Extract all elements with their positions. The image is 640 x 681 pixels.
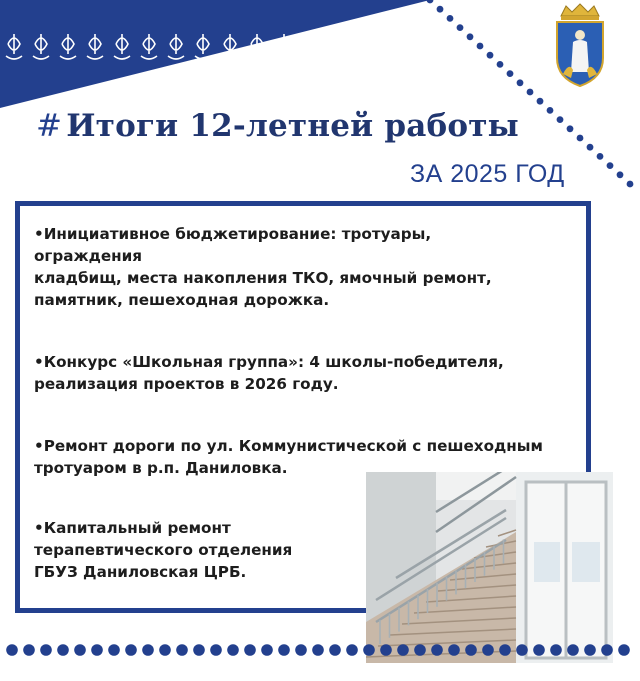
list-item-road-repair: •Ремонт дороги по ул. Коммунистической с пешеходным тротуаром в р.п. Даниловка. [34, 437, 543, 477]
list-item-school-contest: •Конкурс «Школьная группа»: 4 школы-победителя, реализация проектов в 2026 году. [34, 353, 504, 393]
page-subtitle: ЗА 2025 ГОД [410, 160, 565, 188]
list-item-hospital-repair: •Капитальный ремонт терапевтического отделения ГБУЗ Даниловская ЦРБ. [34, 519, 293, 581]
bottom-dots-decoration [0, 632, 640, 672]
coat-of-arms-icon [553, 2, 607, 88]
list-item-budgeting: •Инициативное бюджетирование: тротуары, ограждения кладбищ, места накопления ТКО, ямочный ремонт, памятник, пешеходная дорожка. [34, 225, 492, 309]
page-title: # Итоги 12-летней работы [36, 108, 519, 144]
